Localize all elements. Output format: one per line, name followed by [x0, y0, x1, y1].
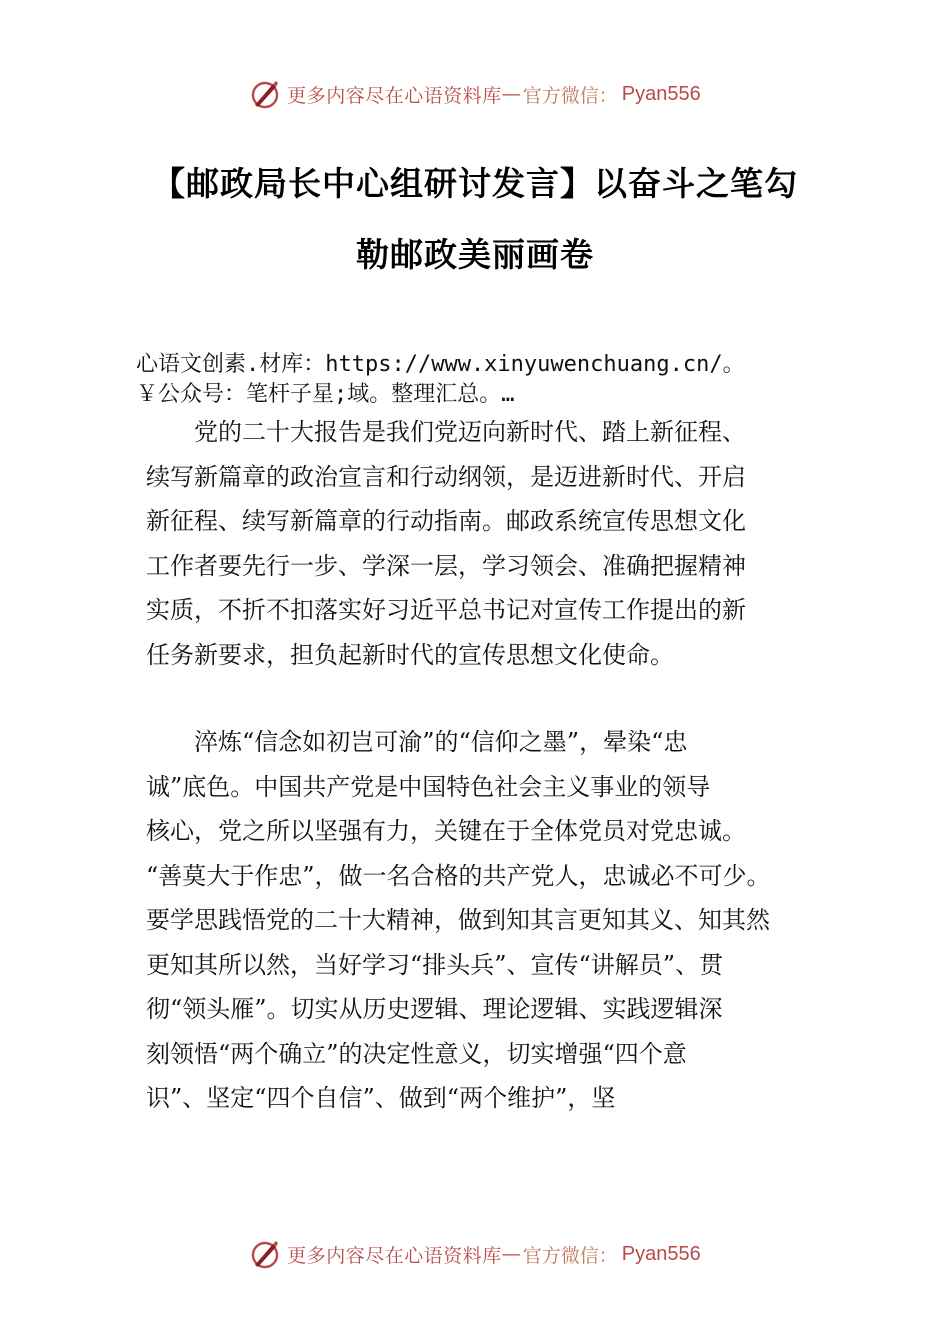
paragraph-line: 刻领悟“两个确立”的决定性意义，切实增强“四个意 [146, 1039, 687, 1068]
footer-separator: — [501, 1243, 521, 1265]
paragraph-line: 工作者要先行一步、学深一层，学习领会、准确把握精神 [146, 551, 746, 580]
header-separator: — [501, 83, 521, 105]
paragraph-line: 实质，不折不扣落实好习近平总书记对宣传工作提出的新 [146, 596, 746, 624]
document-title-line-1: 【邮政局长中心组研讨发言】以奋斗之笔勾 [152, 164, 798, 203]
document-title-line-2: 勒邮政美丽画卷 [356, 235, 594, 274]
source-line: 心语文创素.材库：https://www.xinyuwenchuang.cn/。 [136, 352, 745, 377]
pen-logo-icon [249, 78, 281, 110]
paragraph-line: 任务新要求，担负起新时代的宣传思想文化使命。 [146, 640, 674, 669]
paragraph-line: 识”、坚定“四个自信”、做到“两个维护”，坚 [146, 1084, 616, 1112]
paragraph-line: 党的二十大报告是我们党迈向新时代、踏上新征程、 [146, 418, 746, 446]
paragraph-line: 彻“领头雁”。切实从历史逻辑、理论逻辑、实践逻辑深 [146, 995, 723, 1023]
paragraph-line: 要学思践悟党的二十大精神，做到知其言更知其义、知其然 [146, 906, 770, 934]
paragraph-2 [146, 720, 846, 1121]
footer-brand: 更多内容尽在心语资料库 [287, 1244, 502, 1267]
footer-wechat-label: 官方微信： [522, 1244, 618, 1267]
header-handle: Pyan556 [621, 82, 701, 105]
header-watermark [0, 72, 950, 116]
pen-logo-icon [249, 1238, 281, 1270]
paragraph-line: 诚”底色。中国共产党是中国特色社会主义事业的领导 [146, 772, 711, 801]
paragraph-line: 更知其所以然，当好学习“排头兵”、宣传“讲解员”、贯 [146, 950, 724, 979]
account-line: ￥公众号：笔杆子星;域。整理汇总。… [136, 382, 515, 407]
footer-handle: Pyan556 [621, 1242, 701, 1265]
paragraph-line: 续写新篇章的政治宣言和行动纲领，是迈进新时代、开启 [146, 462, 746, 491]
header-brand: 更多内容尽在心语资料库 [287, 84, 502, 107]
footer-watermark [0, 1232, 950, 1276]
header-wechat-label: 官方微信： [522, 84, 618, 107]
paragraph-1 [146, 410, 846, 677]
paragraph-line: 新征程、续写新篇章的行动指南。邮政系统宣传思想文化 [146, 507, 746, 535]
paragraph-line: 核心，党之所以坚强有力，关键在于全体党员对党忠诚。 [146, 817, 746, 845]
paragraph-line: “善莫大于作忠”，做一名合格的共产党人，忠诚必不可少。 [146, 861, 771, 890]
paragraph-line: 淬炼“信念如初岂可渝”的“信仰之墨”，晕染“忠 [146, 728, 688, 756]
